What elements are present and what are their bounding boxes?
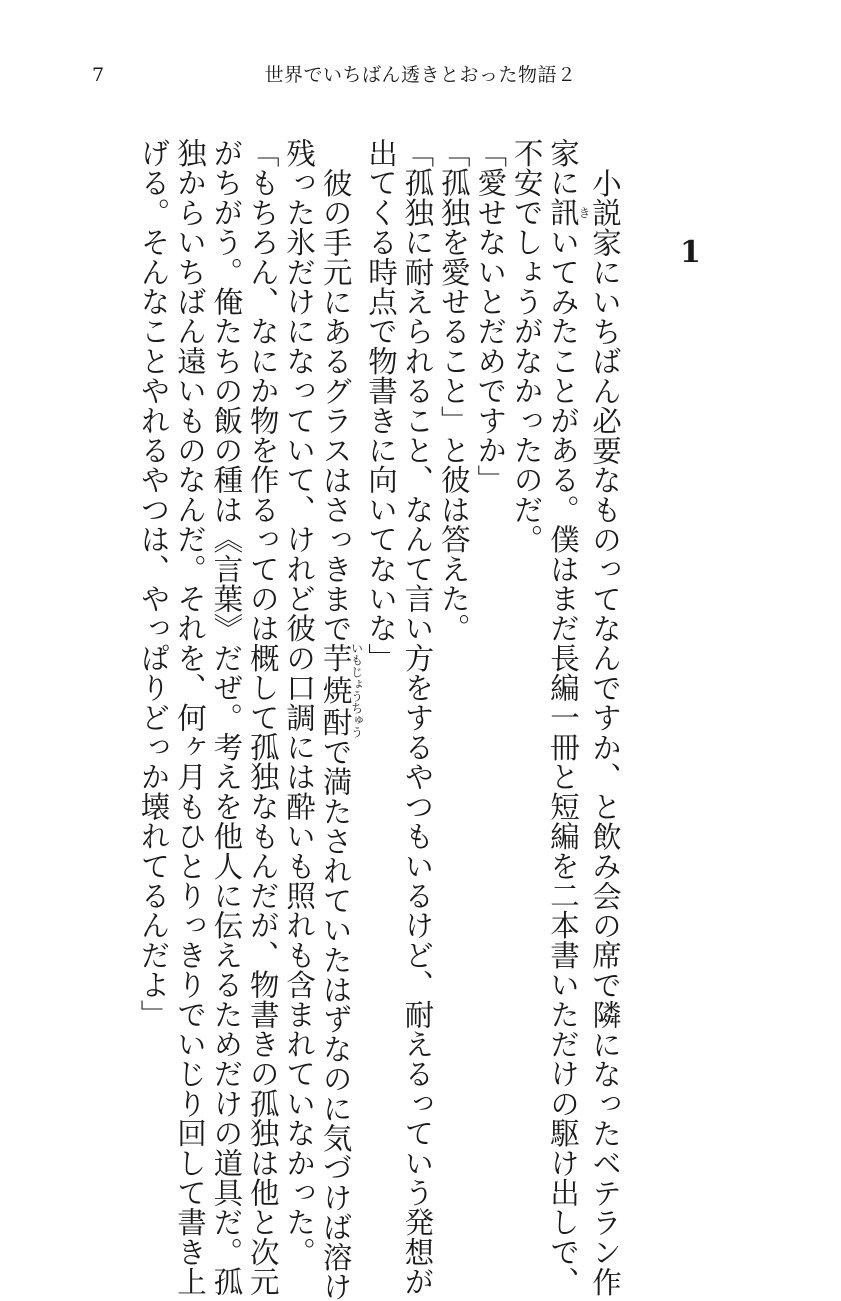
paragraph-1 [508, 138, 623, 1297]
text-line: 「孤独に耐えられること、なんて言い方をするやつもいるけど、耐えるっていう発想が [400, 138, 435, 1297]
text-line: 出てくる時点で物書きに向いてないな」 [363, 138, 398, 673]
paragraph-5 [281, 138, 364, 1301]
body-text [135, 138, 623, 1301]
ruby-reading: き [577, 197, 591, 228]
text-fragment: いてみたことがある。僕はまだ長編一冊と短編を二本書いただけの駆け出しで、 [546, 227, 580, 1297]
text-fragment: 彼の手元にあるグラスはさっきまで [318, 167, 353, 643]
paragraph-6 [135, 138, 281, 1297]
text-line: げる。そんなことやれるやつは、やっぱりどっか壊れてるんだよ」 [136, 138, 171, 1029]
ruby-word [546, 197, 591, 228]
text-line: 残った氷だけになっていて、けれど彼の口調には酔いも照れも含まれていなかった。 [282, 138, 317, 1267]
paragraph-2: 「愛せないとだめですか」 [473, 138, 508, 495]
chapter-number: 1 [680, 235, 701, 270]
text-fragment: で満たされていたはずなのに気づけば溶け [318, 736, 353, 1301]
page-number: 7 [92, 64, 105, 86]
text-line: がちがう。俺たちの飯の種は《言葉》だぜ。考えを他人に伝えるためだけの道具だ。孤 [209, 138, 244, 1297]
ruby-reading: いもじょうちゅう [349, 641, 364, 738]
text-line: 「もちろん、なにか物を作るってのは概して孤独なもんだが、物書きの孤独は他と次元 [245, 138, 280, 1297]
ruby-word [318, 641, 364, 738]
text-line: 小説家にいちばん必要なものってなんですか、と飲み会の席で隣になったベテラン作 [588, 167, 622, 1297]
ruby-base: 訊 [546, 197, 580, 228]
paragraph-4 [363, 138, 436, 1297]
paragraph-3: 「孤独を愛せること」と彼は答えた。 [436, 138, 471, 643]
ruby-base: 芋焼酎 [318, 641, 353, 738]
text-line: 不安でしょうがなかったのだ。 [509, 138, 544, 554]
text-fragment: 家に [546, 138, 580, 198]
text-line: 独からいちばん遠いものなんだ。それを、何ヶ月もひとりっきりでいじり回して書き上 [172, 138, 207, 1297]
running-title: 世界でいちばん透きとおった物語２ [264, 64, 577, 86]
